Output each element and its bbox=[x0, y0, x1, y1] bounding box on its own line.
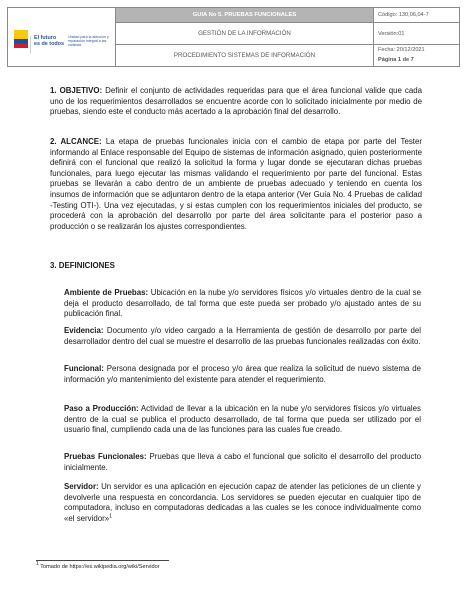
colombia-flag-icon bbox=[14, 30, 28, 48]
procedure-name: PROCEDIMIENTO SISTEMAS DE INFORMACIÓN bbox=[173, 52, 316, 59]
definition-text: Actividad de llevar a la ubicación en la nube y/o servidores físicos y/o virtuales dentro de la cual se publica el producto desarrollado, de tal forma que pueda ser utilizado por el usuario final, cumpliendo cada una de las funciones para las cuales fue creado. bbox=[64, 404, 421, 435]
definition-item bbox=[64, 326, 421, 347]
footnote-number: 1 bbox=[36, 561, 39, 568]
definition-item bbox=[64, 452, 421, 473]
definition-text: Ubicación en la nube y/o servidores físicos y/o virtuales dentro de la cual se deja el producto desarrollado, de tal forma que este pueda ser probado y/o ajustado antes de su publicación final. bbox=[64, 288, 422, 319]
footnote bbox=[36, 561, 160, 570]
definition-term: Evidencia: bbox=[64, 326, 104, 335]
definition-item bbox=[64, 482, 421, 524]
document-header bbox=[7, 7, 460, 67]
logo-entity-name: Unidad para la atención y reparación integral a las víctimas bbox=[68, 35, 109, 48]
header-meta-block bbox=[374, 8, 460, 66]
section-scope bbox=[50, 137, 422, 232]
definition-term: Ambiente de Pruebas: bbox=[64, 288, 149, 297]
definition-term: Funcional: bbox=[64, 364, 104, 373]
page-indicator: Página 1 de 7 bbox=[378, 57, 414, 63]
definition-term: Pruebas Funcionales: bbox=[64, 452, 147, 461]
definition-text: Un servidor es una aplicación en ejecución capaz de atender las peticiones de un cliente y devolverle una respuesta en concordancia. Los servidores se pueden ejecutar en cualquier tipo de computadora, incluso en computadoras dedicadas a las cuales se les conoce individualmente como «el servidor» bbox=[64, 482, 421, 523]
section-heading: 1. OBJETIVO: bbox=[50, 86, 103, 95]
section-objective bbox=[50, 86, 422, 118]
footnote-separator bbox=[36, 560, 169, 561]
definition-term: Paso a Producción: bbox=[64, 404, 139, 413]
footnote-reference[interactable]: 1 bbox=[109, 513, 112, 520]
section-text: La etapa de pruebas funcionales inicia con el cambio de etapa por parte del Tester informando al Enlace responsable del Equipo de sistemas de información asignado, quien posteriormente definirá con el funcional que realizó la solicitud la forma y lugar donde se ejecutaran dichas pruebas funcionales, para luego ejecutar las mismas validando el requerimiento por parte del funcional. Estas pruebas se llevarán a cabo dentro de un ambiente de pruebas adecuado y teniendo en cuenta los insumos de información que se adjuntaron dentro de la etapa anterior (Ver Guía No. 4 Pruebas de calidad -Testing OTI-). Una vez ejecutadas, y si estas cumplen con los requerimientos iniciales del producto, se procederá con la aprobación del desarrollo por parte del área solicitante para el posterior paso a producción o se realizarán los ajustes correspondientes. bbox=[50, 137, 423, 231]
definition-text: Documento y/o video cargado a la Herramienta de gestión de desarrollo por parte del desarrollador dentro del cual se muestre el desarrollo de las pruebas funcionales realizadas con éxito. bbox=[64, 326, 421, 346]
area-name: GESTIÓN DE LA INFORMACIÓN bbox=[116, 23, 373, 45]
footnote-text: Tomado de https://es.wikipedia.org/wiki/Servidor bbox=[38, 564, 160, 570]
header-title-block bbox=[116, 8, 374, 66]
definition-text: Persona designada por el proceso y/o área que realiza la solicitud de nuevo sistema de información y/o mantenimiento del existente para atender el requerimiento. bbox=[64, 364, 421, 384]
document-date: Fecha: 20/12/2021 bbox=[378, 47, 425, 53]
definition-text: Pruebas que lleva a cabo el funcional que solicito el desarrollo del producto inicialmente. bbox=[64, 452, 421, 472]
section-definitions-heading: 3. DEFINICIONES bbox=[50, 261, 115, 270]
section-heading: 2. ALCANCE: bbox=[50, 137, 102, 146]
document-version: Versión:01 bbox=[374, 23, 460, 45]
section-text: Definir el conjunto de actividades requeridas para que el área funcional valide que cada uno de los requerimientos desarrollados se encuentre acorde con lo solicitado inicialmente por medio de pruebas, siendo este el conducto más acertado a la aprobación final del desarrollo. bbox=[50, 86, 422, 117]
logo-slogan: El futuro es de todos bbox=[34, 35, 64, 47]
definition-item bbox=[64, 288, 421, 320]
logo-divider bbox=[30, 36, 31, 54]
document-code: Código: 130,06,04-7 bbox=[374, 8, 460, 23]
definition-term: Servidor: bbox=[64, 482, 99, 491]
guide-title: GUIA No 5. PRUEBAS FUNCIONALES bbox=[116, 8, 373, 23]
definition-item bbox=[64, 364, 421, 385]
institution-logo bbox=[8, 8, 116, 66]
definition-item bbox=[64, 404, 421, 436]
